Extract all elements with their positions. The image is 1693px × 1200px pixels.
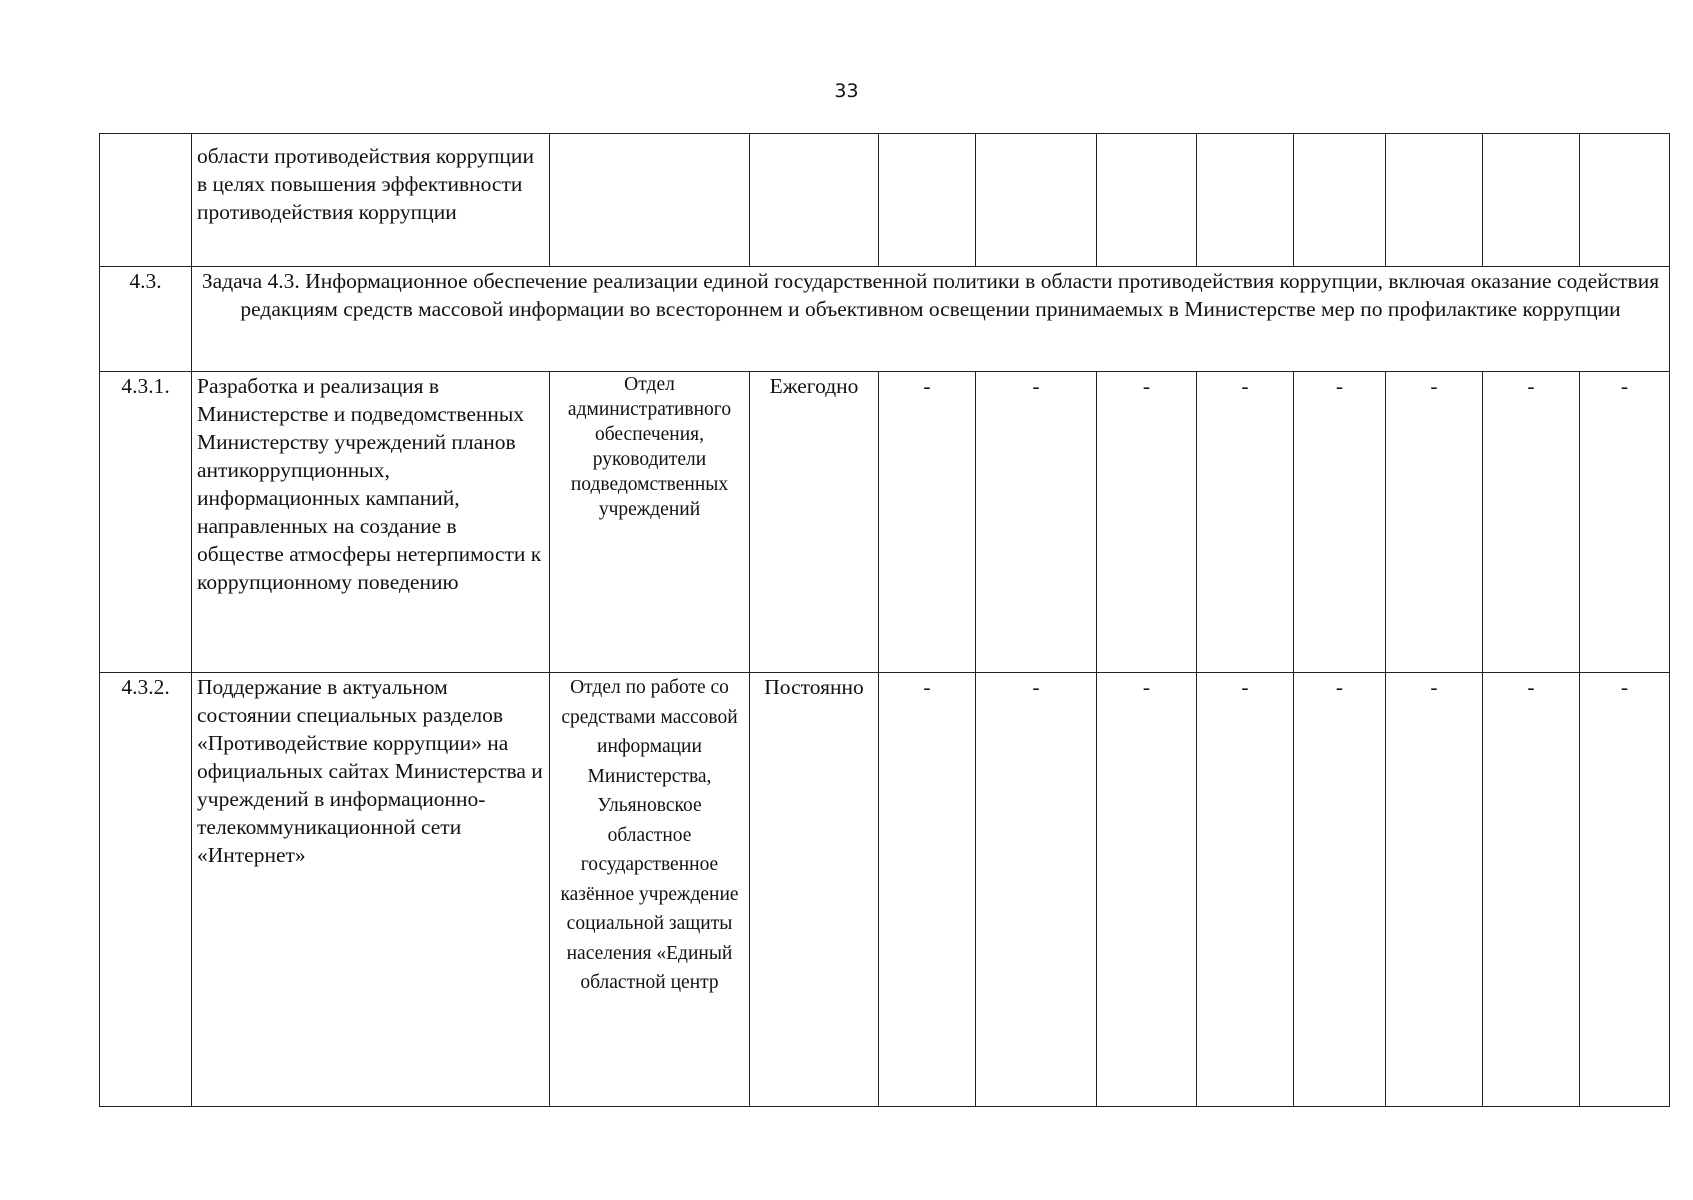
value-dash: - xyxy=(1386,372,1483,673)
cell-empty xyxy=(750,134,879,267)
term-text: Постоянно xyxy=(750,673,879,1107)
cell-empty xyxy=(1386,134,1483,267)
value-dash: - xyxy=(976,673,1097,1107)
responsible-text: Отдел административного обеспечения, руководители подведомственных учреждений xyxy=(550,372,750,673)
page-number: 33 xyxy=(834,80,859,102)
task-heading: Задача 4.3. Информационное обеспечение реализации единой государственной политики в области противодействия коррупции, включая оказание содействия редакциям средств массовой информации во всестороннем и объективном освещении принимаемых в Министерстве мер по профилактике коррупции xyxy=(192,267,1670,372)
cell-empty xyxy=(879,134,976,267)
value-dash: - xyxy=(879,372,976,673)
measure-text-continued: области противодействия коррупции в целях повышения эффективности противодействия коррупции xyxy=(192,134,550,267)
value-dash: - xyxy=(1097,372,1197,673)
cell-empty xyxy=(1483,134,1580,267)
cell-empty xyxy=(1294,134,1386,267)
value-dash: - xyxy=(1097,673,1197,1107)
cell-empty xyxy=(976,134,1097,267)
value-dash: - xyxy=(1580,372,1670,673)
responsible-text: Отдел по работе со средствами массовой информации Министерства, Ульяновское областное государственное казённое учреждение социальной защиты населения «Единый областной центр xyxy=(550,673,750,1107)
value-dash: - xyxy=(1294,372,1386,673)
value-dash: - xyxy=(1483,372,1580,673)
cell-empty xyxy=(1097,134,1197,267)
table-row-continued xyxy=(100,134,1670,267)
value-dash: - xyxy=(1294,673,1386,1107)
measures-table xyxy=(99,133,1670,1107)
table-row-4-3-1 xyxy=(100,372,1670,673)
measure-text: Разработка и реализация в Министерстве и подведомственных Министерству учреждений планов антикоррупционных, информационных кампаний, направленных на создание в обществе атмосферы нетерпимости к коррупционному поведению xyxy=(192,372,550,673)
task-number: 4.3. xyxy=(100,267,192,372)
value-dash: - xyxy=(1580,673,1670,1107)
cell-num-empty xyxy=(100,134,192,267)
table-row-4-3-2 xyxy=(100,673,1670,1107)
value-dash: - xyxy=(1483,673,1580,1107)
value-dash: - xyxy=(879,673,976,1107)
table-row-task xyxy=(100,267,1670,372)
item-number: 4.3.1. xyxy=(100,372,192,673)
value-dash: - xyxy=(1197,372,1294,673)
term-text: Ежегодно xyxy=(750,372,879,673)
value-dash: - xyxy=(1386,673,1483,1107)
measure-text: Поддержание в актуальном состоянии специальных разделов «Противодействие коррупции» на официальных сайтах Министерства и учреждений в информационно-телекоммуникационной сети «Интернет» xyxy=(192,673,550,1107)
item-number: 4.3.2. xyxy=(100,673,192,1107)
cell-empty xyxy=(1580,134,1670,267)
cell-empty xyxy=(550,134,750,267)
value-dash: - xyxy=(1197,673,1294,1107)
cell-empty xyxy=(1197,134,1294,267)
value-dash: - xyxy=(976,372,1097,673)
